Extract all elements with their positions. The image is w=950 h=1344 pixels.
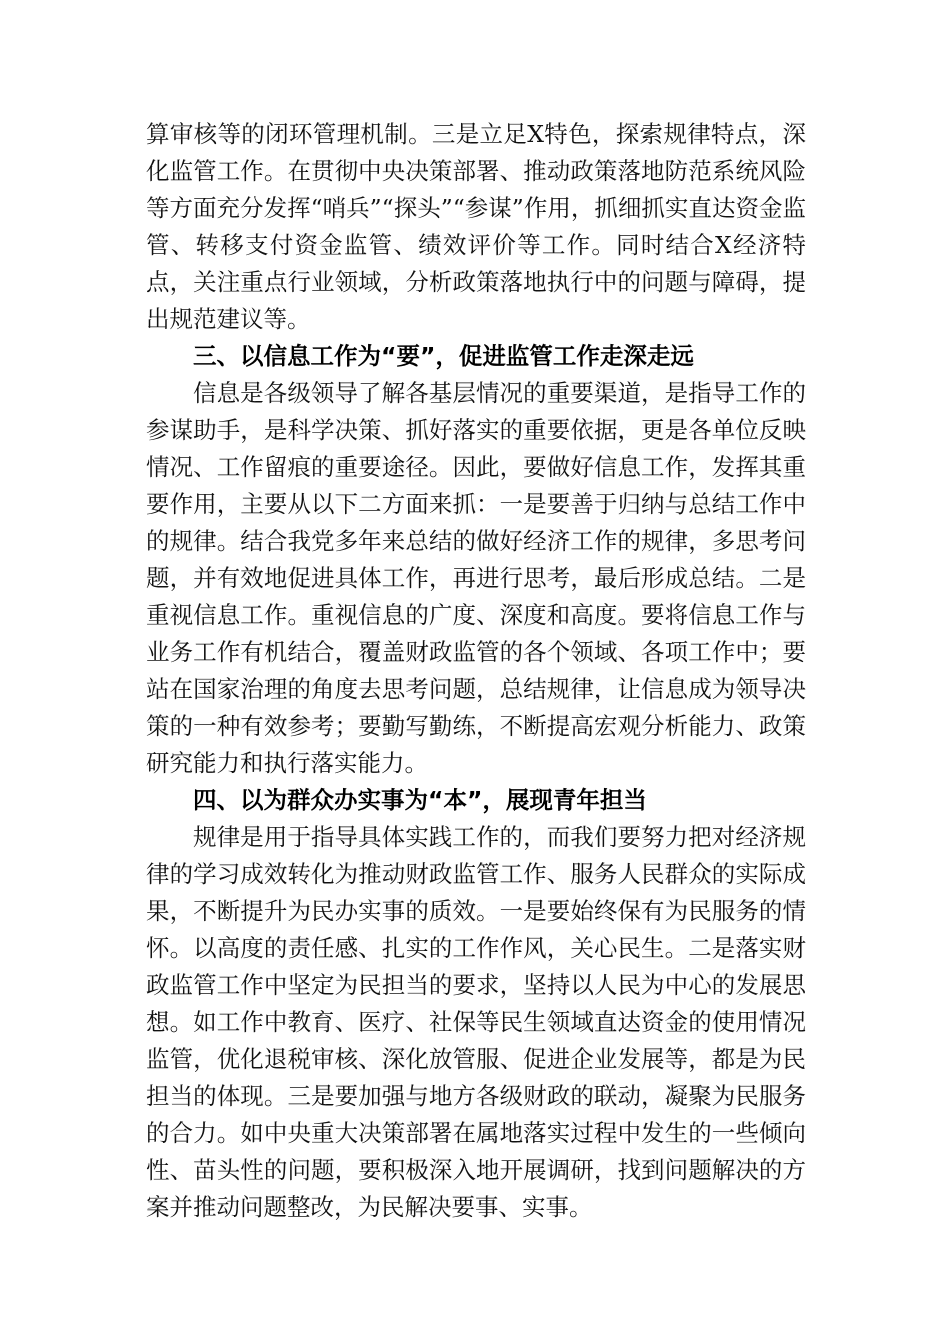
paragraph-information-work: 信息是各级领导了解各基层情况的重要渠道，是指导工作的参谋助手，是科学决策、抓好落实的重要依据，更是各单位反映情况、工作留痕的重要途径。因此，要做好信息工作，发挥其重要作用，主要从以下二方面来抓：一是要善于归纳与总结工作中的规律。结合我党多年来总结的做好经济工作的规律，多思考问题，并有效地促进具体工作，再进行思考，最后形成总结。二是重视信息工作。重视信息的广度、深度和高度。要将信息工作与业务工作有机结合，覆盖财政监管的各个领域、各项工作中；要站在国家治理的角度去思考问题，总结规律，让信息成为领导决策的一种有效参考；要勤写勤练，不断提高宏观分析能力、政策研究能力和执行落实能力。	[146, 379, 806, 777]
section-heading-4: 四、以为群众办实事为“本”，展现青年担当	[193, 786, 647, 814]
paragraph-serve-people: 规律是用于指导具体实践工作的，而我们要努力把对经济规律的学习成效转化为推动财政监管工作、服务人民群众的实际成果，不断提升为民办实事的质效。一是要始终保有为民服务的情怀。以高度的责任感、扎实的工作作风，关心民生。二是落实财政监管工作中坚定为民担当的要求，坚持以人民为中心的发展思想。如工作中教育、医疗、社保等民生领域直达资金的使用情况监管，优化退税审核、深化放管服、促进企业发展等，都是为民担当的体现。三是要加强与地方各级财政的联动，凝聚为民服务的合力。如中央重大决策部署在属地落实过程中发生的一些倾向性、苗头性的问题，要积极深入地开展调研，找到问题解决的方案并推动问题整改，为民解决要事、实事。	[146, 823, 806, 1221]
paragraph-continuation: 算审核等的闭环管理机制。三是立足X特色，探索规律特点，深化监管工作。在贯彻中央决策部署、推动政策落地防范系统风险等方面充分发挥“哨兵”“探头”“参谋”作用，抓细抓实直达资金监管、转移支付资金监管、绩效评价等工作。同时结合X经济特点，关注重点行业领域，分析政策落地执行中的问题与障碍，提出规范建议等。	[146, 120, 806, 333]
document-page	[146, 116, 806, 1226]
section-heading-3: 三、以信息工作为“要”，促进监管工作走深走远	[193, 342, 694, 370]
